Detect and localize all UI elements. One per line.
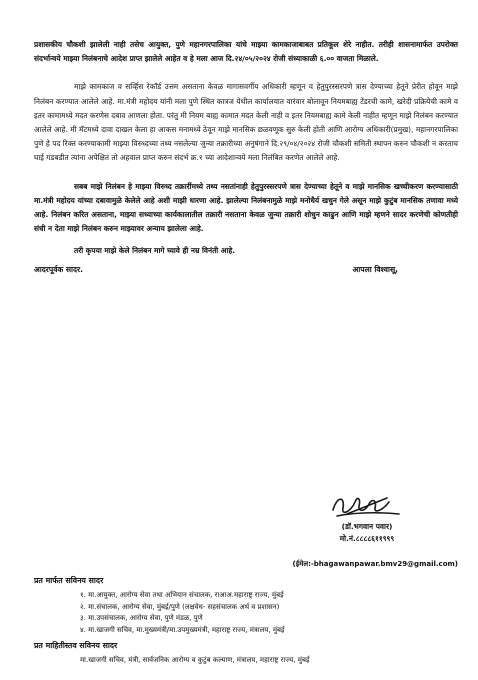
closing-left: आदरपूर्वक सादर. xyxy=(34,264,84,274)
signatory-mobile: मो.नं.८८८८६११९९९ xyxy=(339,534,395,543)
signatory-email: (ईमेल:-bhagawanpawar.bmv29@gmail.com) xyxy=(292,560,458,568)
signature-block xyxy=(302,492,432,544)
paragraph-2: माझे कामकाज व सर्व्हिस रेकॉर्ड उत्तम असताना केवळ मागासवर्गीय अधिकारी म्हणून व हेतुपुरस्सरपणे त्रास देण्याच्या हेतूने प्रेरीत होवून माझे निलंबन करण्यात आलेले आहे. मा.मंत्री महोदय यांनी मला पुणे स्थित कात्रज येथील कार्यालयात वारंवार बोलावून नियमबाह्य टेंडरची कामे, खरेदी प्रक्रियेची कामे व इतर कामामध्ये मदत करणेस दबाव आणला होता. परंतु मी नियम बाह्य कामात मदत केली नाही व इतर नियमबाह्य कामे केली नाहीत म्हणून माझे निलंबन करण्यात आलेले आहे. मी मॅटमध्ये दावा दाखल केला हा आकस मनामध्ये ठेवून माझे मानसिक छळवणूक सुरु केली होती आणि आरोग्य अधिकारी(प्रमुख), महानगरपालिका पुणे हे पद रिक्त करण्याकामी माझ्या विरुध्दच्या तथ्य नसलेल्या जुन्या तक्रारीच्या अनुषंगाने दि.२९/०४/२०२४ रोजी चौकशी समिती स्थापन करुन चौकशी न करताच घाई गडबडीत त्यांना अपेक्षित तो अहवाल प्राप्त करुन संदर्भ क्र.१ च्या आदेशान्वये मला निलंबित करणेत आलेले आहे. xyxy=(34,82,458,163)
closing-right: आपला विश्वासू, xyxy=(352,264,398,274)
paragraph-4: तरी कृपया माझे केले निलंबन मागे घ्यावे ही नम्र विनंती आहे. xyxy=(74,246,236,256)
handwritten-signature xyxy=(327,492,407,518)
info-section-title: प्रत माहितीस्तव सविनय सादर xyxy=(34,641,118,650)
paragraph-1: प्रशासकीय चौकशी झालेली नाही तसेच आयुक्त, पुणे महानगरपालिका यांचे माझ्या कामकाजाबाबत प्रतिकूल शेरे नाहीत. तरीही शासनामार्फत उपरोक्त संदर्भान्वये माझ्या निलंबनाचे आदेश प्राप्त झालेले आहेत व हे मला आज दि.२४/०५/२०२४ रोजी संध्याकाळी ६.०० वाजता मिळाले. xyxy=(34,40,458,64)
paragraph-3: सबब माझे निलंबन हे माझ्या विरुध्द तक्रारींमध्ये तथ्य नसतांनाही हेतुपुरस्सरपणे त्रास देण्याच्या हेतूने व माझे मानसिक खच्चीकरण करण्यासाठी मा.मंत्री महोदय यांच्या दबावामुळे केलेले आहे अशी माझी धारणा आहे. झालेल्या निलंबनामुळे माझे मनोधैर्य खचुन गेले असून माझे कुटुंब मानसिक तणावा मध्ये आहे. निलंबन करित असताना, माझ्या सध्याच्या कार्यकालातील तक्रारी नसताना केवळ जुन्या तक्रारी शोधुन काढुन आणि माझे म्हणने सादर करणेची कोणतीही संधी न देता माझे निलंबन करुन माझ्यावर अन्याय झालेला आहे. xyxy=(34,181,458,234)
signatory-name: (डॉ.भगवान पवार) xyxy=(341,522,393,531)
cc-list xyxy=(80,590,460,636)
cc-list-item: १. मा.आयुक्त, आरोग्य सेवा तथा अभियान संचालक, राआअ.महाराष्ट्र राज्य, मुंबई xyxy=(80,591,284,599)
cc-list-item: ३. मा.उपसंचालक, आरोग्य सेवा, पुणे मंडळ, पुणे xyxy=(80,614,203,623)
closing-row xyxy=(34,265,458,275)
info-line: मा.खाजगी सचिव, मंत्री, सार्वजनिक आरोग्य व कुटुंब कल्याण, मंत्रालय, महाराष्ट्र राज्य, मुंबई xyxy=(80,656,310,664)
cc-list-item: २. मा.संचालक, आरोग्य सेवा, मुंबई/पुणे (लक्षवेध- सहसंचालक अर्थ व प्रशासन) xyxy=(80,602,280,611)
cc-section-title: प्रत मार्फत सविनय सादर xyxy=(34,576,104,585)
cc-list-item: ४. मा.खाजगी सचिव, मा.मुख्यमंत्री/मा.उपमुख्यमंत्री, महाराष्ट्र राज्य, मंत्रालय, मुंबई xyxy=(80,625,285,634)
